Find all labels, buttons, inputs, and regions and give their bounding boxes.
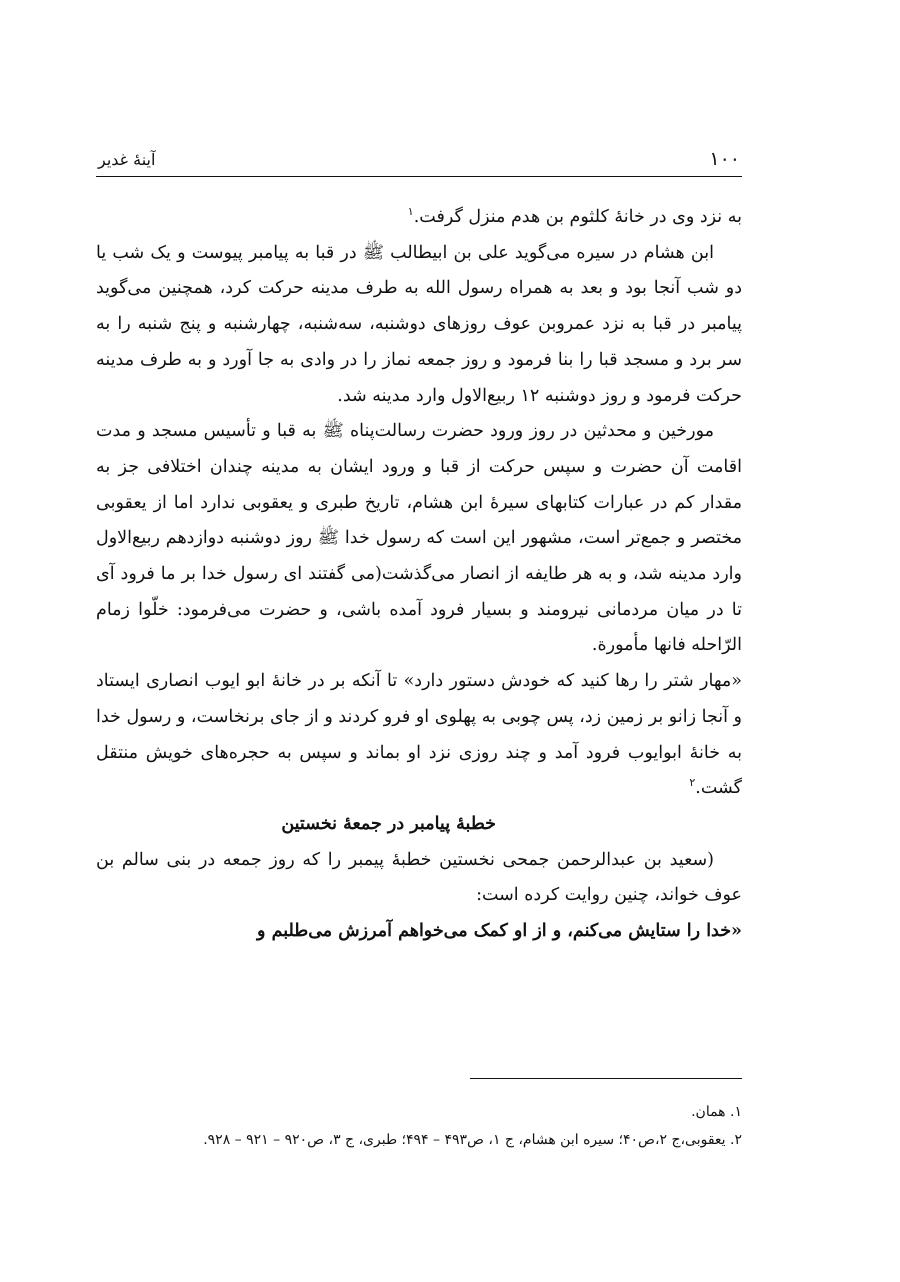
running-header	[96, 148, 742, 177]
footnote-ref-2: ۲	[689, 776, 696, 790]
paragraph-4: «مهار شتر را رها کنید که خودش دستور دارد» تا آنکه بر در خانهٔ ابو ایوب انصاری ایستاد و آنجا زانو بر زمین زد، پس چوبی به پهلوی او فرو کردند و از جای برنخاست، و رسول خدا به خانهٔ ابوایوب فرود آمد و چند روزی نزد او بماند و سپس به حجره‌های خویش منتقل گشت.$^۲$	[96, 671, 742, 799]
footnote-divider	[470, 1078, 742, 1079]
section-paragraph: (سعید بن عبدالرحمن جمحی نخستین خطبهٔ پیمبر را که روز جمعه در بنی سالم بن عوف خواند، چنین روایت کرده است:	[96, 849, 742, 906]
footnote-1: ۱. همان.	[691, 1104, 742, 1120]
footnote-ref-1: ۱	[407, 205, 414, 219]
section-heading: خطبهٔ پیامبر در جمعهٔ نخستین	[281, 813, 496, 834]
paragraph-2: ابن هشام در سیره می‌گوید علی بن ابیطالب ﷺ در قبا به پیامبر پیوست و یک شب یا دو شب آنجا بود و بعد به همراه رسول الله به طرف مدینه حرکت کرد، همچنین می‌گوید پیامبر در قبا به نزد عمروبن عوف روزهای دوشنبه، سه‌شنبه، چهارشنبه و پنج شنبه را به سر برد و مسجد قبا را بنا فرمود و روز جمعه نماز را در وادی به جا آورد و به طرف مدینه حرکت فرمود و روز دوشنبه ۱۲ ربیع‌الاول وارد مدینه شد.	[96, 242, 742, 406]
page-number: ۱۰۰	[709, 148, 740, 170]
quoted-sermon-line: «خدا را ستایش می‌کنم، و از او کمک می‌خواهم آمرزش می‌طلبم و	[257, 921, 742, 942]
book-title: آینهٔ غدیر	[98, 150, 156, 169]
body-text	[96, 200, 742, 950]
paragraph-1: به نزد وی در خانهٔ کلثوم بن هدم منزل گرفت.$^۱$	[407, 205, 742, 227]
footnote-2: ۲. یعقوبی،ج ۲،ص۴۰؛ سیره ابن هشام، ج ۱، ص۴۹۳ – ۴۹۴؛ طبری، ج ۳، ص۹۲۰ – ۹۲۱ – ۹۲۸.	[203, 1132, 742, 1148]
paragraph-3: مورخین و محدثین در روز ورود حضرت رسالت‌پناه ﷺ به قبا و تأسیس مسجد و مدت اقامت آن حضرت و سپس حرکت از قبا و ورود ایشان به مدینه چندان اختلافی جز به مقدار کم در عبارات کتابهای سیرهٔ ابن هشام، تاریخ طبری و یعقوبی ندارد اما از یعقوبی مختصر و جمع‌تر است، مشهور این است که رسول خدا ﷺ روز دوشنبه دوازدهم ربیع‌الاول وارد مدینه شد، و به هر طایفه از انصار می‌گذشت(می گفتند ای رسول خدا بر ما فرود آی تا در میان مردمانی نیرومند و بسیار فرود آمده باشی، و حضرت می‌فرمود: خلّوا زمام الرّاحله فانها مأمورة.	[96, 421, 742, 656]
footnotes	[96, 1098, 742, 1154]
